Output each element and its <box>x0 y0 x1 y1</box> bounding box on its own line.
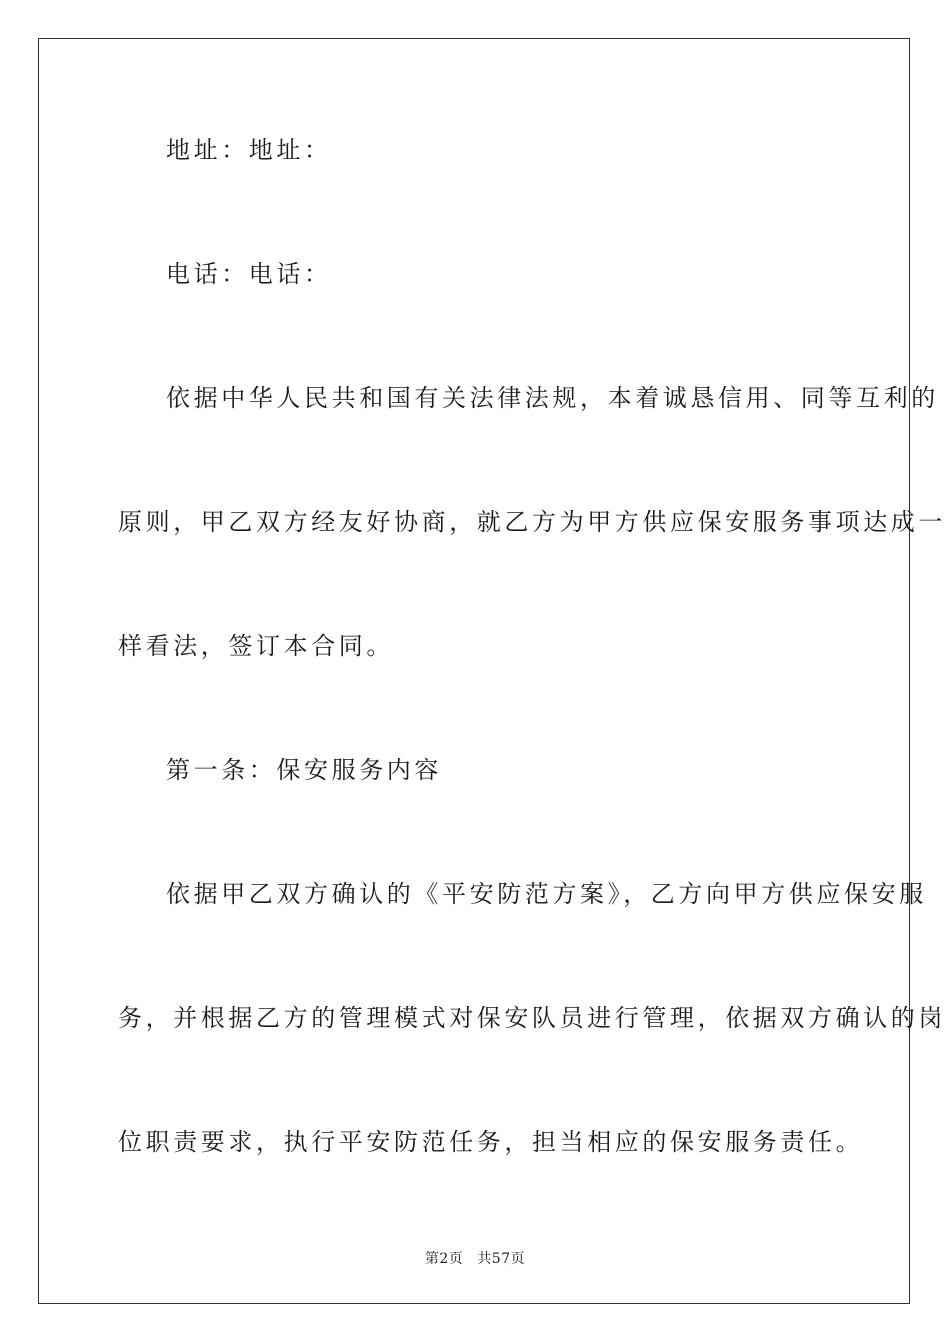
page-footer <box>0 1248 950 1268</box>
address-line: 地址：地址： <box>166 136 332 164</box>
preamble-line-3: 样看法，签订本合同。 <box>118 632 394 660</box>
article-1-line-3: 位职责要求，执行平安防范任务，担当相应的保安服务责任。 <box>118 1128 864 1156</box>
article-1-line-2: 务，并根据乙方的管理模式对保安队员进行管理，依据双方确认的岗 <box>118 1004 946 1032</box>
page-total: 共57页 <box>477 1251 526 1267</box>
page-number: 第2页 <box>424 1251 464 1267</box>
page-frame <box>38 38 910 1304</box>
article-1-heading: 第一条：保安服务内容 <box>166 756 442 784</box>
article-1-line-1: 依据甲乙双方确认的《平安防范方案》，乙方向甲方供应保安服 <box>166 880 927 908</box>
preamble-line-1: 依据中华人民共和国有关法律法规，本着诚恳信用、同等互利的 <box>166 384 939 412</box>
preamble-line-2: 原则，甲乙双方经友好协商，就乙方为甲方供应保安服务事项达成一 <box>118 508 946 536</box>
phone-line: 电话：电话： <box>166 260 332 288</box>
